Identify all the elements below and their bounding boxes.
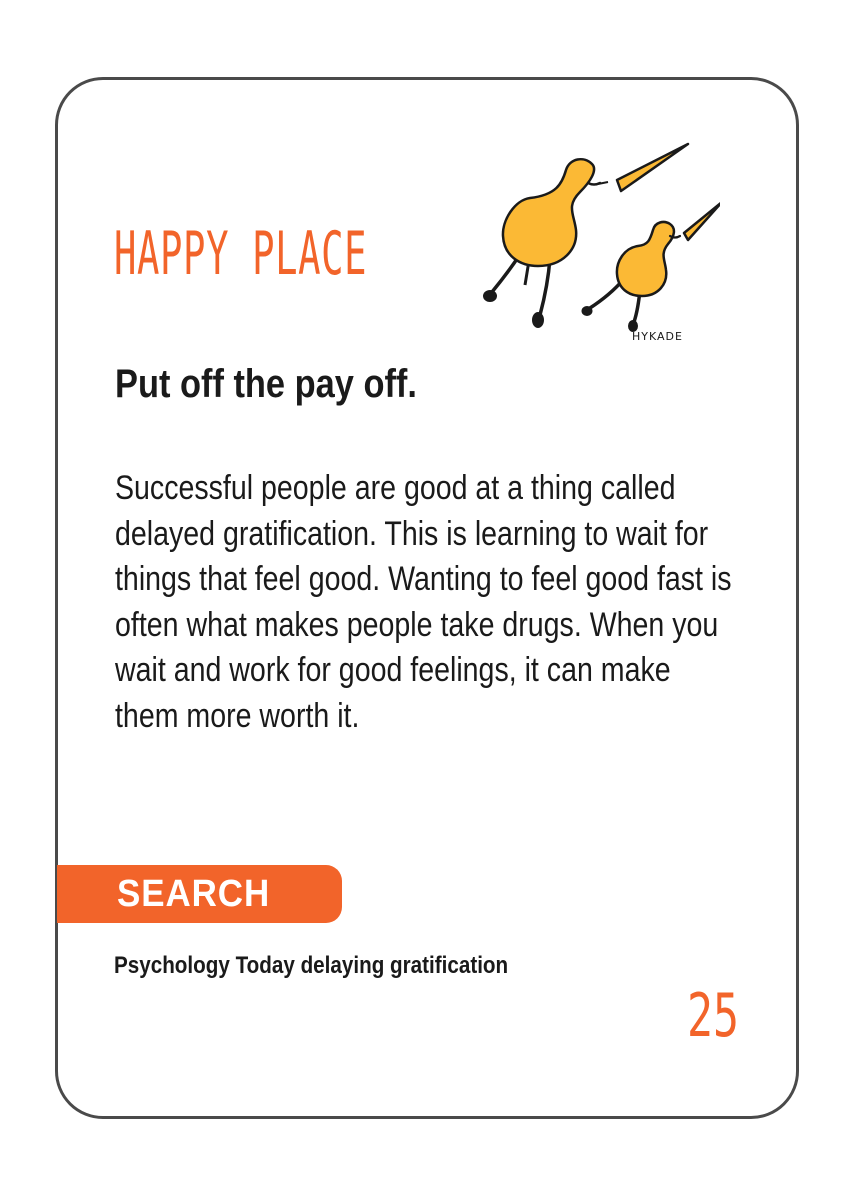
card-body-text: Successful people are good at a thing called delayed gratification. This is learning to wait for things that feel good. Wanting to feel good fast is often what makes people take drugs. When you wait and work for good feelings, it can make them more worth it.	[115, 469, 732, 735]
card-number: 25	[687, 981, 740, 1051]
search-label: SEARCH	[117, 873, 271, 915]
small-kiwi-icon	[582, 202, 721, 332]
search-query: Psychology Today delaying gratification	[114, 952, 509, 979]
card-headline: Put off the pay off.	[115, 362, 417, 406]
artist-signature: HYKADE	[632, 330, 683, 343]
category-title: HAPPY PLACE	[114, 219, 368, 289]
search-tab	[57, 865, 342, 923]
kiwi-birds-illustration	[470, 140, 720, 350]
